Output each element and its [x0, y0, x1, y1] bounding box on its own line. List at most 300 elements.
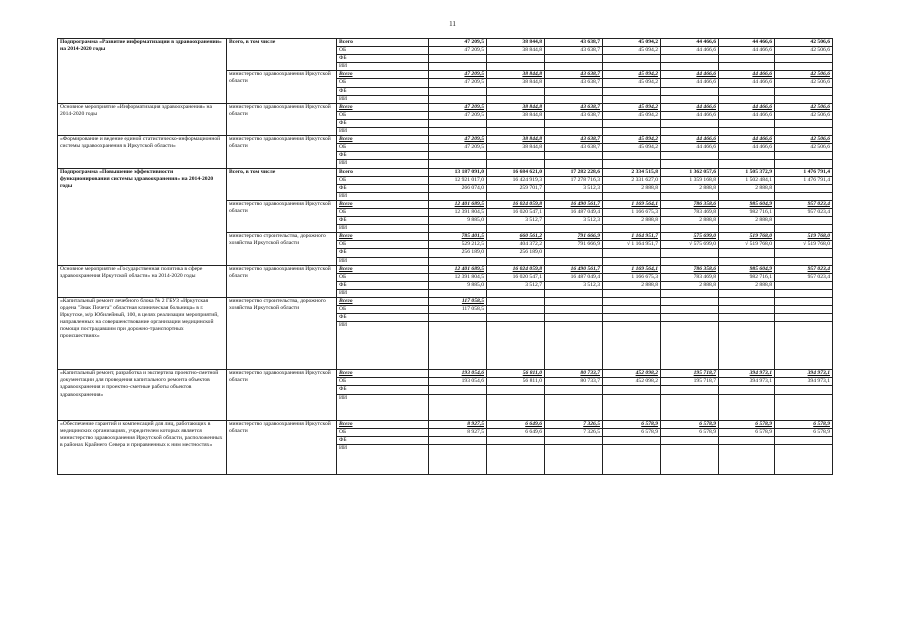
value-cell	[487, 95, 545, 103]
value-cell: 2 888,8	[719, 217, 775, 225]
funding-source-cell: ОБ	[337, 273, 429, 281]
value-cell	[487, 436, 545, 444]
value-cell: 786 358,6	[661, 265, 719, 273]
value-cell	[661, 314, 719, 322]
value-cell: 6 578,9	[603, 428, 661, 436]
value-cell: 16 020 547,1	[487, 273, 545, 281]
value-cell	[545, 298, 603, 306]
value-cell	[487, 119, 545, 127]
value-cell	[487, 160, 545, 168]
value-cell	[487, 386, 545, 394]
value-cell: 957 023,4	[775, 208, 833, 216]
value-cell: 43 638,7	[545, 79, 603, 87]
value-cell	[429, 257, 487, 265]
value-cell	[487, 225, 545, 233]
value-cell: √ 519 768,0	[775, 241, 833, 249]
value-cell: 266 074,0	[429, 184, 487, 192]
executor-cell: министерство здравоохранения Иркутской области	[227, 200, 337, 232]
value-cell: 42 506,6	[775, 71, 833, 79]
value-cell: 47 209,5	[429, 71, 487, 79]
funding-source-cell: ОБ	[337, 47, 429, 55]
value-cell	[429, 128, 487, 136]
value-cell	[545, 55, 603, 63]
value-cell: 195 718,7	[661, 370, 719, 378]
value-cell	[603, 257, 661, 265]
funding-source-cell: ИИ	[337, 322, 429, 370]
funding-source-cell: ФБ	[337, 87, 429, 95]
value-cell	[661, 444, 719, 474]
value-cell: 519 768,0	[719, 233, 775, 241]
value-cell	[775, 298, 833, 306]
value-cell: 13 187 091,0	[429, 168, 487, 176]
executor-cell: министерство здравоохранения Иркутской области	[227, 370, 337, 420]
value-cell: 38 844,8	[487, 144, 545, 152]
value-cell: 1 476 791,4	[775, 176, 833, 184]
value-cell: 3 512,3	[545, 281, 603, 289]
value-cell: 45 094,2	[603, 144, 661, 152]
value-cell: 193 054,6	[429, 378, 487, 386]
value-cell: 982 716,1	[719, 208, 775, 216]
value-cell	[719, 436, 775, 444]
value-cell	[545, 128, 603, 136]
value-cell	[661, 152, 719, 160]
value-cell	[661, 160, 719, 168]
value-cell	[487, 314, 545, 322]
value-cell	[603, 306, 661, 314]
value-cell	[719, 306, 775, 314]
executor-cell: министерство здравоохранения Иркутской области	[227, 265, 337, 297]
value-cell: 957 023,4	[775, 200, 833, 208]
value-cell	[603, 152, 661, 160]
value-cell: 394 973,1	[719, 370, 775, 378]
executor-cell: министерство здравоохранения Иркутской области	[227, 71, 337, 103]
funding-source-cell: Всего	[337, 233, 429, 241]
funding-source-cell: Всего	[337, 39, 429, 47]
value-cell: 43 638,7	[545, 71, 603, 79]
value-cell	[661, 95, 719, 103]
page-number: 11	[449, 20, 456, 28]
value-cell: 16 487 049,4	[545, 208, 603, 216]
value-cell: 45 094,2	[603, 47, 661, 55]
funding-source-cell: ОБ	[337, 428, 429, 436]
value-cell	[661, 128, 719, 136]
executor-cell: министерство строительства, дорожного хозяйства Иркутской области	[227, 233, 337, 265]
value-cell: 785 401,5	[429, 233, 487, 241]
value-cell: 12 921 017,0	[429, 176, 487, 184]
value-cell: 56 811,0	[487, 370, 545, 378]
value-cell: 16 024 059,8	[487, 200, 545, 208]
funding-source-cell: ФБ	[337, 314, 429, 322]
value-cell	[775, 95, 833, 103]
value-cell	[719, 63, 775, 71]
value-cell: 2 888,8	[603, 217, 661, 225]
funding-source-cell: ФБ	[337, 152, 429, 160]
value-cell: 44 466,6	[719, 79, 775, 87]
value-cell	[775, 87, 833, 95]
value-cell: √ 1 164 951,7	[603, 241, 661, 249]
value-cell: 47 209,5	[429, 47, 487, 55]
funding-source-cell: ОБ	[337, 241, 429, 249]
value-cell	[429, 55, 487, 63]
value-cell: 44 466,6	[661, 144, 719, 152]
value-cell: 17 278 716,3	[545, 176, 603, 184]
value-cell: 2 331 627,0	[603, 176, 661, 184]
value-cell	[775, 289, 833, 297]
value-cell	[719, 444, 775, 474]
value-cell: 43 638,7	[545, 144, 603, 152]
value-cell	[775, 55, 833, 63]
funding-source-cell: ИИ	[337, 160, 429, 168]
value-cell	[719, 249, 775, 257]
value-cell	[719, 192, 775, 200]
value-cell	[603, 394, 661, 420]
value-cell	[775, 217, 833, 225]
value-cell: 575 699,0	[661, 233, 719, 241]
funding-source-cell: ИИ	[337, 444, 429, 474]
value-cell	[603, 225, 661, 233]
funding-source-cell: ИИ	[337, 128, 429, 136]
value-cell: 3 512,7	[487, 217, 545, 225]
value-cell	[429, 444, 487, 474]
value-cell	[775, 249, 833, 257]
value-cell	[545, 225, 603, 233]
value-cell: 42 506,6	[775, 103, 833, 111]
value-cell	[429, 152, 487, 160]
funding-source-cell: ИИ	[337, 394, 429, 420]
value-cell: 44 466,6	[719, 71, 775, 79]
value-cell: 45 094,2	[603, 71, 661, 79]
value-cell: 985 604,9	[719, 265, 775, 273]
value-cell	[545, 95, 603, 103]
value-cell	[487, 289, 545, 297]
value-cell: 44 466,6	[661, 71, 719, 79]
value-cell: 44 466,6	[661, 103, 719, 111]
value-cell: 783 469,8	[661, 208, 719, 216]
value-cell	[603, 192, 661, 200]
value-cell	[545, 444, 603, 474]
value-cell	[661, 225, 719, 233]
value-cell: 6 578,9	[603, 420, 661, 428]
value-cell: 957 023,4	[775, 265, 833, 273]
value-cell	[661, 119, 719, 127]
value-cell	[661, 386, 719, 394]
value-cell: 1 505 372,9	[719, 168, 775, 176]
funding-source-cell: ФБ	[337, 249, 429, 257]
value-cell: 7 326,5	[545, 420, 603, 428]
funding-source-cell: ФБ	[337, 281, 429, 289]
value-cell	[775, 119, 833, 127]
value-cell	[661, 257, 719, 265]
value-cell: 2 888,8	[661, 184, 719, 192]
value-cell: 8 927,5	[429, 428, 487, 436]
value-cell	[545, 322, 603, 370]
value-cell	[719, 289, 775, 297]
value-cell: 2 888,8	[719, 184, 775, 192]
value-cell	[661, 192, 719, 200]
value-cell: 1 166 675,3	[603, 208, 661, 216]
value-cell	[487, 152, 545, 160]
value-cell	[603, 436, 661, 444]
value-cell: 7 326,5	[545, 428, 603, 436]
value-cell: 16 020 547,1	[487, 208, 545, 216]
value-cell	[775, 394, 833, 420]
table-row	[58, 39, 833, 47]
value-cell: 44 466,6	[719, 111, 775, 119]
value-cell: 982 716,1	[719, 273, 775, 281]
table-row	[58, 370, 833, 378]
value-cell	[719, 95, 775, 103]
value-cell	[545, 394, 603, 420]
value-cell: 12 391 804,5	[429, 273, 487, 281]
value-cell	[719, 119, 775, 127]
value-cell: 80 733,7	[545, 378, 603, 386]
value-cell: 117 058,5	[429, 298, 487, 306]
value-cell: 44 466,6	[719, 103, 775, 111]
value-cell: 42 506,6	[775, 39, 833, 47]
value-cell	[661, 436, 719, 444]
value-cell: 12 401 689,5	[429, 200, 487, 208]
value-cell: 43 638,7	[545, 111, 603, 119]
funding-source-cell: ОБ	[337, 306, 429, 314]
value-cell: 43 638,7	[545, 39, 603, 47]
value-cell	[775, 436, 833, 444]
funding-source-cell: ОБ	[337, 176, 429, 184]
funding-source-cell: ИИ	[337, 257, 429, 265]
value-cell: 12 391 804,5	[429, 208, 487, 216]
funding-source-cell: ОБ	[337, 79, 429, 87]
funding-source-cell: Всего	[337, 265, 429, 273]
value-cell	[661, 322, 719, 370]
value-cell	[775, 444, 833, 474]
value-cell	[661, 249, 719, 257]
value-cell	[719, 128, 775, 136]
executor-cell: министерство здравоохранения Иркутской области	[227, 420, 337, 474]
program-name-cell: «Формирование и ведение единой статистическо-информационной системы здравоохранения в Иркутской области»	[58, 136, 227, 168]
value-cell	[719, 322, 775, 370]
value-cell	[487, 192, 545, 200]
value-cell	[661, 306, 719, 314]
value-cell	[603, 160, 661, 168]
value-cell: 38 844,8	[487, 39, 545, 47]
value-cell: 47 209,5	[429, 103, 487, 111]
value-cell: 2 888,8	[719, 281, 775, 289]
value-cell	[429, 314, 487, 322]
value-cell: 957 023,4	[775, 273, 833, 281]
value-cell	[719, 152, 775, 160]
value-cell: 44 466,6	[661, 39, 719, 47]
value-cell	[429, 160, 487, 168]
value-cell: 38 844,8	[487, 79, 545, 87]
value-cell: 45 094,2	[603, 39, 661, 47]
value-cell: 3 512,7	[487, 281, 545, 289]
table-body	[58, 39, 833, 475]
value-cell: 6 578,9	[719, 428, 775, 436]
value-cell: 9 885,0	[429, 281, 487, 289]
value-cell	[719, 87, 775, 95]
executor-cell: Всего, в том числе	[227, 39, 337, 71]
table-row	[58, 298, 833, 306]
value-cell	[545, 257, 603, 265]
value-cell	[429, 192, 487, 200]
value-cell: 16 490 561,7	[545, 200, 603, 208]
funding-source-cell: ОБ	[337, 144, 429, 152]
value-cell	[775, 314, 833, 322]
funding-source-cell: Всего	[337, 71, 429, 79]
funding-source-cell: Всего	[337, 103, 429, 111]
value-cell	[719, 225, 775, 233]
funding-source-cell: Всего	[337, 298, 429, 306]
value-cell	[603, 119, 661, 127]
value-cell	[775, 281, 833, 289]
value-cell: √ 575 699,0	[661, 241, 719, 249]
funding-source-cell: ОБ	[337, 111, 429, 119]
value-cell: 6 578,9	[775, 420, 833, 428]
value-cell: 195 718,7	[661, 378, 719, 386]
funding-source-cell: ФБ	[337, 119, 429, 127]
value-cell: 256 189,0	[487, 249, 545, 257]
funding-source-cell: ФБ	[337, 217, 429, 225]
value-cell: 256 189,0	[429, 249, 487, 257]
value-cell	[487, 306, 545, 314]
program-name-cell: «Обеспечение гарантий и компенсаций для лиц, работающих в медицинских организациях, учредителем которых является министерство здравоохранения Иркутской области, расположенных в районах Крайнего Севера и приравненных к ним местностях»	[58, 420, 227, 474]
value-cell: 2 888,8	[661, 281, 719, 289]
value-cell: 8 927,5	[429, 420, 487, 428]
value-cell	[429, 289, 487, 297]
value-cell	[545, 87, 603, 95]
value-cell: 16 490 561,7	[545, 265, 603, 273]
value-cell	[603, 386, 661, 394]
program-name-cell: «Капитальный ремонт, разработка и экспертиза проектно-сметной документации для проведения капитального ремонта объектов здравоохранения и проектно-сметные работы объектов здравоохранения»	[58, 370, 227, 420]
program-name-cell: «Капитальный ремонт лечебного блока № 2 ГБУЗ «Иркутская ордена "Знак Почета" областная клиническая больница» в г. Иркутске, м/р Юбилейный, 100, в целях реализации мероприятий, направленных на совершенствование организации медицинской помощи пострадавшим при дорожно-транспортных происшествиях»	[58, 298, 227, 370]
executor-cell: Всего, в том числе	[227, 168, 337, 200]
value-cell	[429, 87, 487, 95]
value-cell	[775, 192, 833, 200]
value-cell	[719, 160, 775, 168]
value-cell: 1 359 168,8	[661, 176, 719, 184]
value-cell: 47 209,5	[429, 39, 487, 47]
value-cell: 38 844,8	[487, 47, 545, 55]
value-cell: 529 212,5	[429, 241, 487, 249]
funding-source-cell: ФБ	[337, 55, 429, 63]
value-cell	[661, 394, 719, 420]
funding-source-cell: Всего	[337, 370, 429, 378]
value-cell	[775, 63, 833, 71]
value-cell	[545, 63, 603, 71]
value-cell: 3 512,3	[545, 184, 603, 192]
value-cell	[487, 444, 545, 474]
value-cell	[775, 322, 833, 370]
value-cell	[775, 386, 833, 394]
value-cell	[603, 87, 661, 95]
value-cell: 38 844,8	[487, 103, 545, 111]
value-cell: 1 476 791,4	[775, 168, 833, 176]
value-cell	[487, 322, 545, 370]
funding-source-cell: Всего	[337, 420, 429, 428]
value-cell	[603, 95, 661, 103]
value-cell	[487, 257, 545, 265]
funding-table	[57, 38, 833, 475]
value-cell	[429, 436, 487, 444]
value-cell: 404 372,2	[487, 241, 545, 249]
value-cell: 394 973,1	[775, 378, 833, 386]
value-cell	[487, 55, 545, 63]
value-cell: 791 666,9	[545, 241, 603, 249]
value-cell: 45 094,2	[603, 136, 661, 144]
value-cell: 660 561,2	[487, 233, 545, 241]
executor-cell: министерство строительства, дорожного хозяйства Иркутской области	[227, 298, 337, 370]
program-name-cell: Подпрограмма «Развитие информатизации в здравоохранении» на 2014-2020 годы	[58, 39, 227, 104]
value-cell	[775, 257, 833, 265]
value-cell: 3 512,3	[545, 217, 603, 225]
value-cell: 47 209,5	[429, 136, 487, 144]
value-cell: 43 638,7	[545, 136, 603, 144]
value-cell	[719, 314, 775, 322]
value-cell: 43 638,7	[545, 103, 603, 111]
value-cell	[429, 386, 487, 394]
value-cell	[429, 225, 487, 233]
funding-source-cell: ОБ	[337, 378, 429, 386]
value-cell	[661, 55, 719, 63]
table-row	[58, 103, 833, 111]
value-cell: 6 578,9	[719, 420, 775, 428]
value-cell: 259 701,7	[487, 184, 545, 192]
value-cell	[429, 119, 487, 127]
value-cell	[429, 394, 487, 420]
value-cell: 44 466,6	[719, 144, 775, 152]
value-cell	[719, 257, 775, 265]
value-cell: 47 209,5	[429, 144, 487, 152]
value-cell: 44 466,6	[719, 39, 775, 47]
value-cell: 44 466,6	[719, 136, 775, 144]
value-cell: 394 973,1	[719, 378, 775, 386]
program-name-cell: Основное мероприятие «Государственная политика в сфере здравоохранения Иркутской области» на 2014-2020 годы	[58, 265, 227, 297]
value-cell	[603, 128, 661, 136]
value-cell: 16 424 919,3	[487, 176, 545, 184]
value-cell	[603, 289, 661, 297]
funding-source-cell: Всего	[337, 200, 429, 208]
value-cell	[487, 87, 545, 95]
value-cell: 1 169 564,1	[603, 265, 661, 273]
value-cell	[603, 298, 661, 306]
value-cell: 791 666,9	[545, 233, 603, 241]
value-cell	[719, 55, 775, 63]
value-cell	[603, 55, 661, 63]
value-cell: 42 506,6	[775, 111, 833, 119]
value-cell: 42 506,6	[775, 79, 833, 87]
value-cell: 452 098,2	[603, 378, 661, 386]
value-cell: 394 973,1	[775, 370, 833, 378]
funding-source-cell: ФБ	[337, 436, 429, 444]
value-cell: 44 466,6	[661, 47, 719, 55]
value-cell: 16 487 049,4	[545, 273, 603, 281]
value-cell	[545, 119, 603, 127]
value-cell: 17 282 228,6	[545, 168, 603, 176]
value-cell: 43 638,7	[545, 47, 603, 55]
value-cell	[545, 160, 603, 168]
value-cell: 42 506,6	[775, 136, 833, 144]
value-cell	[603, 444, 661, 474]
value-cell: 9 885,0	[429, 217, 487, 225]
value-cell: 193 054,6	[429, 370, 487, 378]
value-cell: 56 811,0	[487, 378, 545, 386]
value-cell: 44 466,6	[661, 111, 719, 119]
value-cell: 6 649,6	[487, 420, 545, 428]
value-cell	[661, 289, 719, 297]
value-cell: 117 058,5	[429, 306, 487, 314]
value-cell	[775, 128, 833, 136]
value-cell: 2 888,8	[603, 184, 661, 192]
value-cell: 12 401 689,5	[429, 265, 487, 273]
